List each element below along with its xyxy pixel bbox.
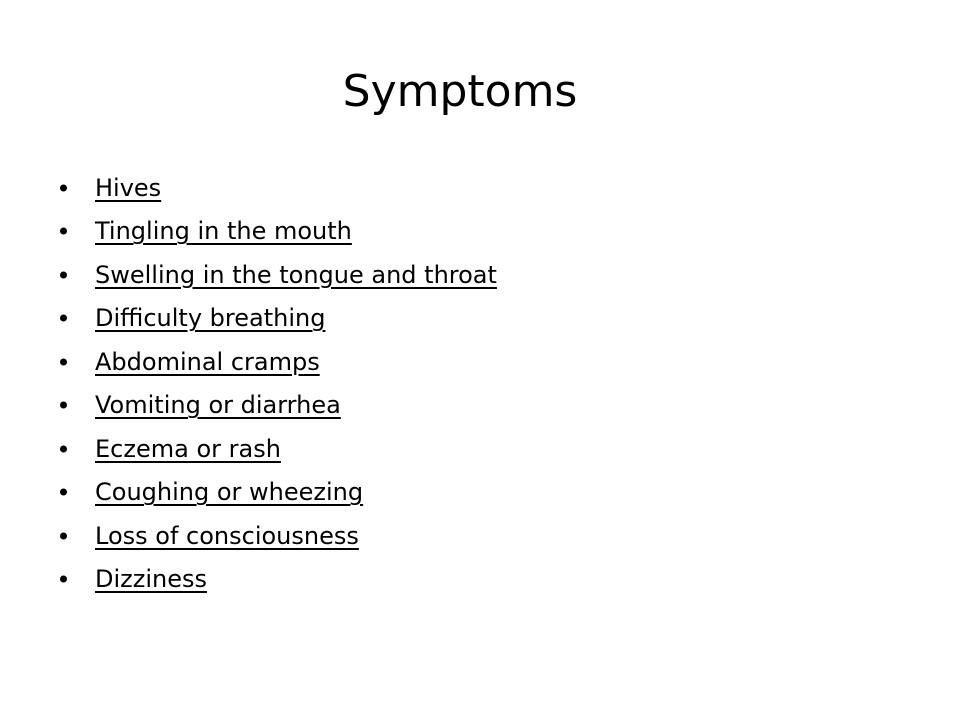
symptom-link-cramps[interactable]: Abdominal cramps — [95, 347, 320, 376]
symptom-link-vomiting[interactable]: Vomiting or diarrhea — [95, 391, 341, 420]
list-item — [60, 558, 497, 602]
bullet-icon — [60, 184, 67, 191]
list-item — [60, 427, 497, 471]
bullet-icon — [60, 489, 67, 496]
list-item — [60, 471, 497, 515]
bullet-icon — [60, 532, 67, 539]
bullet-icon — [60, 271, 67, 278]
list-item — [60, 384, 497, 428]
symptom-link-consciousness[interactable]: Loss of consciousness — [95, 521, 359, 550]
symptom-link-breathing[interactable]: Difficulty breathing — [95, 304, 326, 333]
symptom-link-swelling[interactable]: Swelling in the tongue and throat — [95, 260, 497, 289]
slide-title: Symptoms — [342, 66, 578, 117]
list-item — [60, 166, 497, 210]
list-item — [60, 514, 497, 558]
bullet-icon — [60, 402, 67, 409]
symptom-list — [60, 166, 497, 601]
bullet-icon — [60, 445, 67, 452]
symptom-link-hives[interactable]: Hives — [95, 173, 162, 202]
list-item — [60, 253, 497, 297]
bullet-icon — [60, 315, 67, 322]
symptom-link-coughing[interactable]: Coughing or wheezing — [95, 478, 364, 507]
list-item — [60, 210, 497, 254]
bullet-icon — [60, 576, 67, 583]
bullet-icon — [60, 228, 67, 235]
list-item — [60, 297, 497, 341]
list-item — [60, 340, 497, 384]
symptom-link-tingling[interactable]: Tingling in the mouth — [95, 217, 352, 246]
symptom-link-eczema[interactable]: Eczema or rash — [95, 434, 281, 463]
bullet-icon — [60, 358, 67, 365]
symptom-link-dizziness[interactable]: Dizziness — [95, 565, 207, 594]
